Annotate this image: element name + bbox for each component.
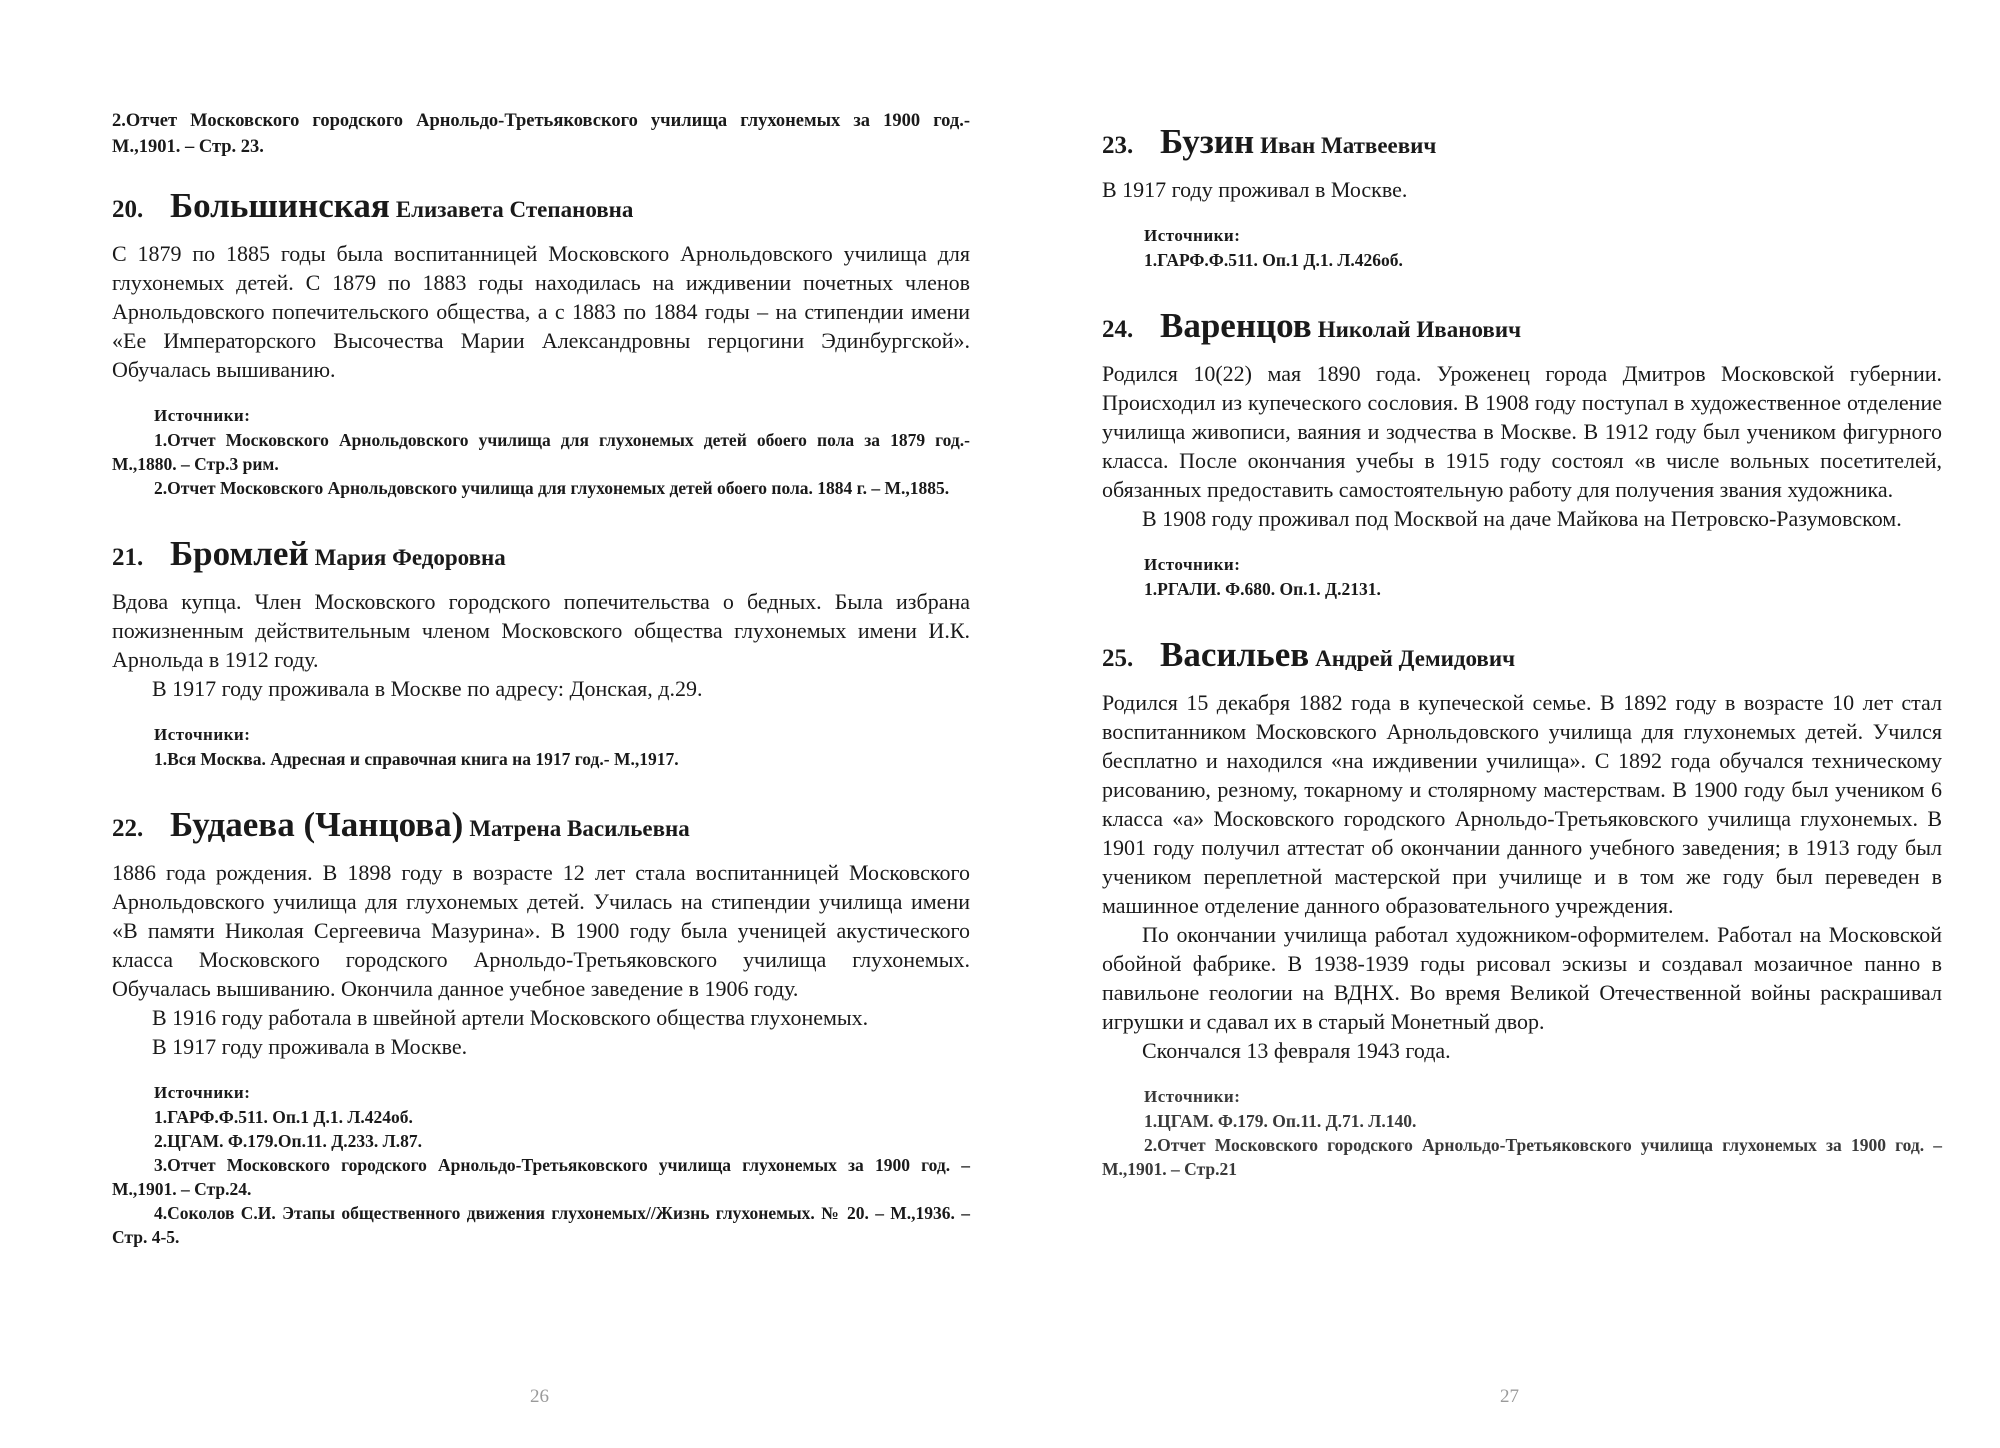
entry-20 bbox=[112, 182, 970, 500]
entry-heading bbox=[112, 801, 970, 856]
source-item: 1.РГАЛИ. Ф.680. Оп.1. Д.2131. bbox=[1144, 579, 1381, 599]
bio-paragraph: По окончании училища работал художником-оформителем. Работал на Московской обойной фабрике. В 1938-1939 годы рисовал эскизы и создавал мозаичное панно в павильоне геологии на ВДНХ. Во время Великой Отечественной войны раскрашивал игрушки и сдавал их в старый Монетный двор. bbox=[1102, 922, 1942, 1034]
sources-block bbox=[112, 404, 970, 500]
source-item: 2.ЦГАМ. Ф.179.Оп.11. Д.233. Л.87. bbox=[154, 1131, 422, 1151]
sources-block bbox=[112, 1081, 970, 1249]
entry-biography bbox=[112, 239, 970, 384]
sources-title: Источники: bbox=[1144, 1087, 1241, 1106]
entry-biography bbox=[1102, 359, 1942, 533]
entry-given-name: Андрей Демидович bbox=[1315, 646, 1516, 671]
sources-block bbox=[1102, 224, 1942, 272]
entry-given-name: Елизавета Степановна bbox=[395, 197, 634, 222]
bio-paragraph: 1886 года рождения. В 1898 году в возрасте 12 лет стала воспитанницей Московского Арнольдовского училища для глухонемых детей. Училась на стипендии училища имени «В памяти Николая Сергеевича Мазурина». В 1900 году была ученицей акустического класса Московского городского Арнольдо-Третьяковского училища глухонемых. Обучалась вышиванию. Окончила данное учебное заведение в 1906 году. bbox=[112, 860, 970, 1001]
sources-title: Источники: bbox=[1144, 555, 1241, 574]
source-item: 1.ГАРФ.Ф.511. Оп.1 Д.1. Л.426об. bbox=[1144, 250, 1403, 270]
entry-biography bbox=[1102, 175, 1942, 204]
entry-heading bbox=[1102, 631, 1942, 686]
source-item: 2.Отчет Московского Арнольдовского училища для глухонемых детей обоего пола. 1884 г. – М.,1885. bbox=[154, 478, 950, 498]
sources-title: Источники: bbox=[154, 406, 251, 425]
entry-given-name: Иван Матвеевич bbox=[1260, 133, 1437, 158]
bio-paragraph: В 1908 году проживал под Москвой на даче Майкова на Петровско-Разумовском. bbox=[1142, 506, 1902, 531]
entry-surname: Бромлей bbox=[170, 534, 309, 573]
continued-source-fragment: 2.Отчет Московского городского Арнольдо-Третьяковского училища глухонемых за 1900 год.- М.,1901. – Стр. 23. bbox=[112, 111, 970, 157]
entry-number: 20. bbox=[112, 196, 144, 223]
entry-given-name: Мария Федоровна bbox=[314, 545, 506, 570]
source-item: 1.ГАРФ.Ф.511. Оп.1 Д.1. Л.424об. bbox=[154, 1107, 413, 1127]
entry-23 bbox=[1102, 118, 1942, 272]
entry-surname: Варенцов bbox=[1160, 306, 1312, 345]
bio-paragraph: Родился 15 декабря 1882 года в купеческой семье. В 1892 году в возрасте 10 лет стал воспитанником Московского Арнольдовского училища для глухонемых детей. Учился бесплатно и находился «на иждивении училища». С 1892 года обучался техническому рисованию, резному, токарному и столярному мастерствам. В 1900 году был учеником 6 класса «а» Московского городского Арнольдо-Третьяковского училища глухонемых. В 1901 году получил аттестат об окончании данного учебного заведения; в 1913 году был учеником переплетной мастерской при училище и в том же году был переведен в машинное отделение данного образовательного учреждения. bbox=[1102, 690, 1942, 918]
entry-biography bbox=[112, 587, 970, 703]
bio-paragraph: Скончался 13 февраля 1943 года. bbox=[1142, 1038, 1451, 1063]
entry-given-name: Матрена Васильевна bbox=[469, 816, 690, 841]
entry-surname: Бузин bbox=[1160, 122, 1255, 161]
entry-number: 23. bbox=[1102, 132, 1134, 159]
right-page bbox=[1000, 0, 2000, 1448]
sources-block bbox=[1102, 1085, 1942, 1181]
bio-paragraph: С 1879 по 1885 годы была воспитанницей Московского Арнольдовского училища для глухонемых детей. С 1879 по 1883 годы находилась на иждивении почетных членов Арнольдовского попечительского общества, а с 1883 по 1884 годы – на стипендии имени «Ее Императорского Высочества Марии Александровны герцогини Эдинбургской». Обучалась вышиванию. bbox=[112, 241, 970, 382]
source-item: 1.Отчет Московского Арнольдовского училища для глухонемых детей обоего пола за 1879 год.- М.,1880. – Стр.3 рим. bbox=[112, 430, 970, 474]
bio-paragraph: Родился 10(22) мая 1890 года. Уроженец города Дмитров Московской губернии. Происходил из купеческого сословия. В 1908 году поступал в художественное отделение училища живописи, ваяния и зодчества в Москве. В 1912 году был учеником фигурного класса. После окончания учебы в 1915 году состоял «в числе вольных посетителей, обязанных предоставить самостоятельную работу для получения звания художника. bbox=[1102, 361, 1942, 502]
entry-biography bbox=[1102, 688, 1942, 1065]
source-item: 4.Соколов С.И. Этапы общественного движения глухонемых//Жизнь глухонемых. № 20. – М.,1936. – Стр. 4-5. bbox=[112, 1203, 970, 1247]
entry-surname: Большинская bbox=[170, 186, 390, 225]
entry-number: 24. bbox=[1102, 316, 1134, 343]
entry-24 bbox=[1102, 302, 1942, 601]
entry-given-name: Николай Иванович bbox=[1317, 317, 1522, 342]
entry-number: 22. bbox=[112, 815, 144, 842]
sources-title: Источники: bbox=[154, 1083, 251, 1102]
entry-25 bbox=[1102, 631, 1942, 1181]
source-item: 2.Отчет Московского городского Арнольдо-Третьяковского училища глухонемых за 1900 год. – М.,1901. – Стр.21 bbox=[1102, 1135, 1942, 1179]
entry-biography bbox=[112, 858, 970, 1061]
sources-block bbox=[1102, 553, 1942, 601]
entry-number: 21. bbox=[112, 544, 144, 571]
page-number: 26 bbox=[530, 1386, 549, 1407]
page-number: 27 bbox=[1500, 1386, 1519, 1407]
entry-22 bbox=[112, 801, 970, 1249]
entry-heading bbox=[112, 530, 970, 585]
sources-title: Источники: bbox=[1144, 226, 1241, 245]
entry-heading bbox=[112, 182, 970, 237]
sources-title: Источники: bbox=[154, 725, 251, 744]
entry-21 bbox=[112, 530, 970, 771]
bio-paragraph: Вдова купца. Член Московского городского попечительства о бедных. Была избрана пожизненным действительным членом Московского общества глухонемых имени И.К. Арнольда в 1912 году. bbox=[112, 589, 970, 672]
bio-paragraph: В 1916 году работала в швейной артели Московского общества глухонемых. bbox=[152, 1005, 869, 1030]
entry-surname: Будаева (Чанцова) bbox=[170, 805, 464, 844]
entry-surname: Васильев bbox=[1160, 635, 1310, 674]
entry-heading bbox=[1102, 118, 1942, 173]
bio-paragraph: В 1917 году проживала в Москве по адресу: Донская, д.29. bbox=[152, 676, 703, 701]
bio-paragraph: В 1917 году проживала в Москве. bbox=[152, 1034, 468, 1059]
sources-block bbox=[112, 723, 970, 771]
source-item: 1.ЦГАМ. Ф.179. Оп.11. Д.71. Л.140. bbox=[1144, 1111, 1417, 1131]
source-item: 1.Вся Москва. Адресная и справочная книга на 1917 год.- М.,1917. bbox=[154, 749, 679, 769]
source-item: 3.Отчет Московского городского Арнольдо-Третьяковского училища глухонемых за 1900 год. – М.,1901. – Стр.24. bbox=[112, 1155, 970, 1199]
bio-paragraph: В 1917 году проживал в Москве. bbox=[1102, 177, 1408, 202]
entry-number: 25. bbox=[1102, 645, 1134, 672]
entry-heading bbox=[1102, 302, 1942, 357]
